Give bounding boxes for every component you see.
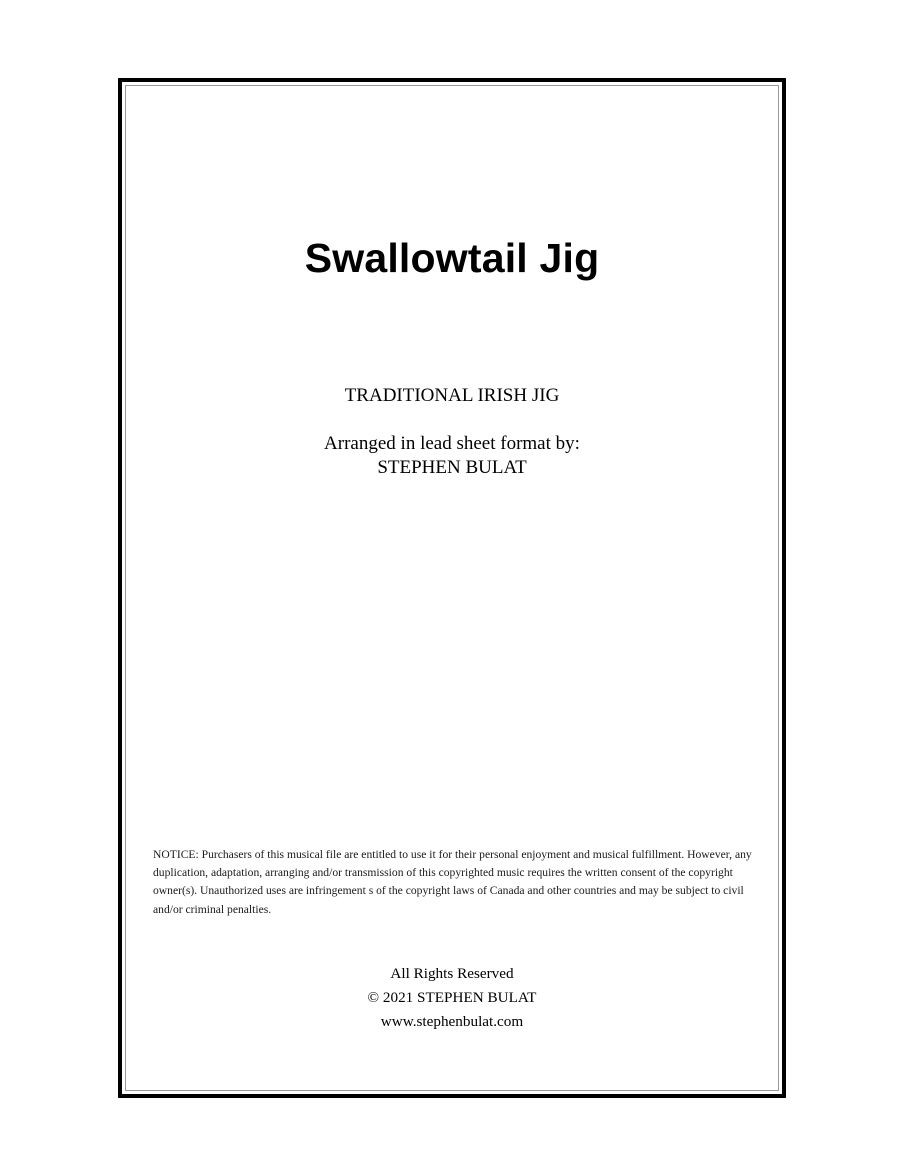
all-rights-reserved: All Rights Reserved — [390, 965, 514, 982]
copyright-notice: NOTICE: Purchasers of this musical file are entitled to use it for their personal enjoyment and musical fulfillment. However, any duplication, adaptation, arranging and/or transmission of this copyrighted music requires the written consent of the copyright owner(s). Unauthorized uses are infringement s of the copyright laws of Canada and other countries and may be subject to civil and/or criminal penalties. — [153, 848, 752, 916]
page-content — [126, 86, 778, 1090]
song-subtitle: TRADITIONAL IRISH JIG — [344, 385, 560, 406]
arranger-name: STEPHEN BULAT — [377, 457, 527, 478]
copyright-line: © 2021 STEPHEN BULAT — [367, 989, 537, 1007]
arranger-credit — [126, 432, 778, 480]
footer-block — [126, 962, 778, 1035]
song-title: Swallowtail Jig — [304, 235, 600, 281]
website-line: www.stephenbulat.com — [380, 1013, 524, 1031]
arranged-by-label: Arranged in lead sheet format by: — [324, 433, 580, 454]
